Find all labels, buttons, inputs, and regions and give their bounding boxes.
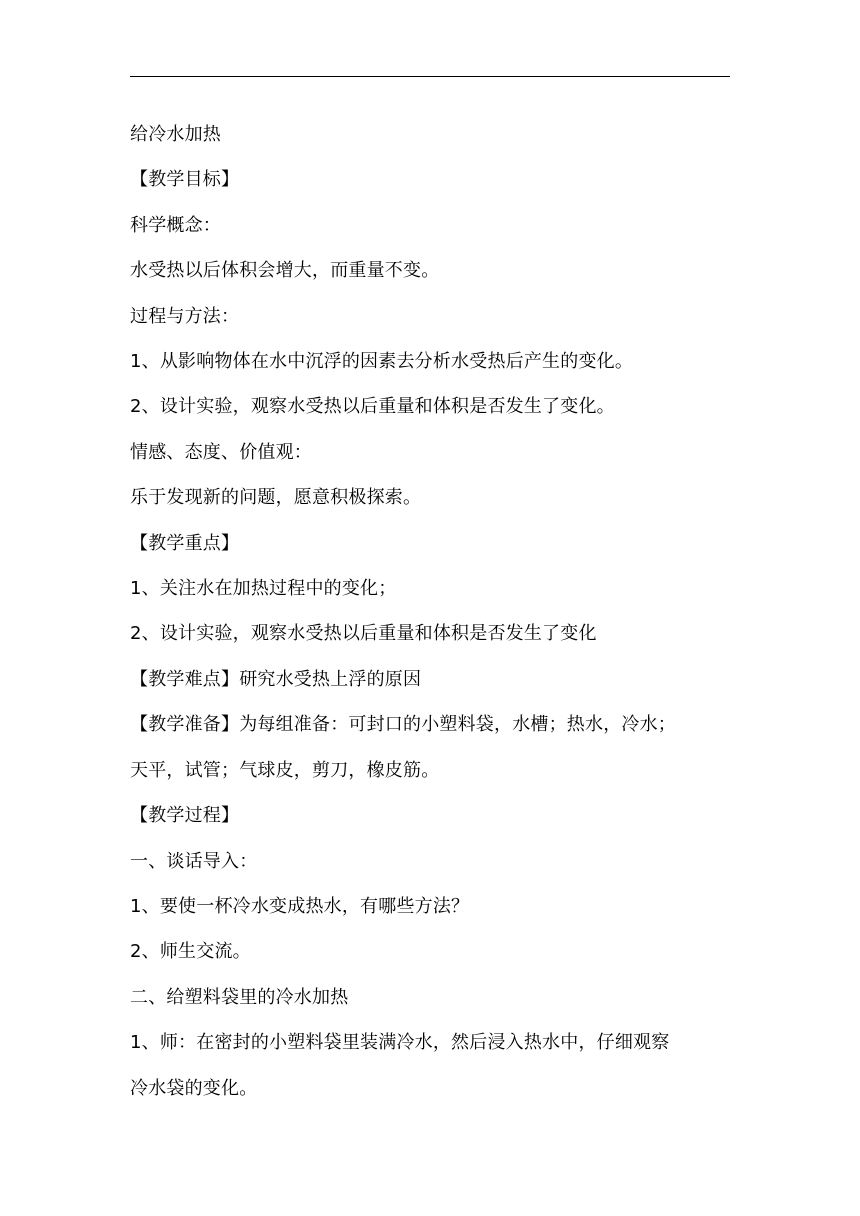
section-heading-objectives: 【教学目标】 [130,169,240,191]
list-item: 2、师生交流。 [130,941,251,963]
paragraph-continuation: 冷水袋的变化。 [130,1077,258,1099]
list-item: 2、设计实验，观察水受热以后重量和体积是否发生了变化 [130,623,597,645]
document-body [130,112,734,1111]
section-heading-preparation: 【教学准备】为每组准备：可封口的小塑料袋，水槽；热水，冷水； [130,714,676,736]
list-item: 1、关注水在加热过程中的变化； [130,578,397,600]
section-heading-process: 【教学过程】 [130,805,240,827]
paragraph: 水受热以后体积会增大，而重量不变。 [130,260,440,282]
list-item: 1、师：在密封的小塑料袋里装满冷水，然后浸入热水中，仔细观察 [130,1032,670,1054]
step-heading: 一、谈话导入： [130,850,258,872]
paragraph-continuation: 天平，试管；气球皮，剪刀，橡皮筋。 [130,759,440,781]
list-item: 2、设计实验，观察水受热以后重量和体积是否发生了变化。 [130,396,615,418]
subheading-attitudes: 情感、态度、价值观： [130,441,312,463]
header-rule [130,76,730,77]
subheading-process-methods: 过程与方法： [130,305,240,327]
list-item: 1、要使一杯冷水变成热水，有哪些方法？ [130,895,470,917]
section-heading-difficulties: 【教学难点】研究水受热上浮的原因 [130,668,422,690]
list-item: 1、从影响物体在水中沉浮的因素去分析水受热后产生的变化。 [130,351,634,373]
subheading-concepts: 科学概念： [130,214,221,236]
section-heading-key-points: 【教学重点】 [130,532,240,554]
paragraph: 乐于发现新的问题，愿意积极探索。 [130,487,422,509]
step-heading: 二、给塑料袋里的冷水加热 [130,986,349,1008]
document-title: 给冷水加热 [130,124,221,145]
